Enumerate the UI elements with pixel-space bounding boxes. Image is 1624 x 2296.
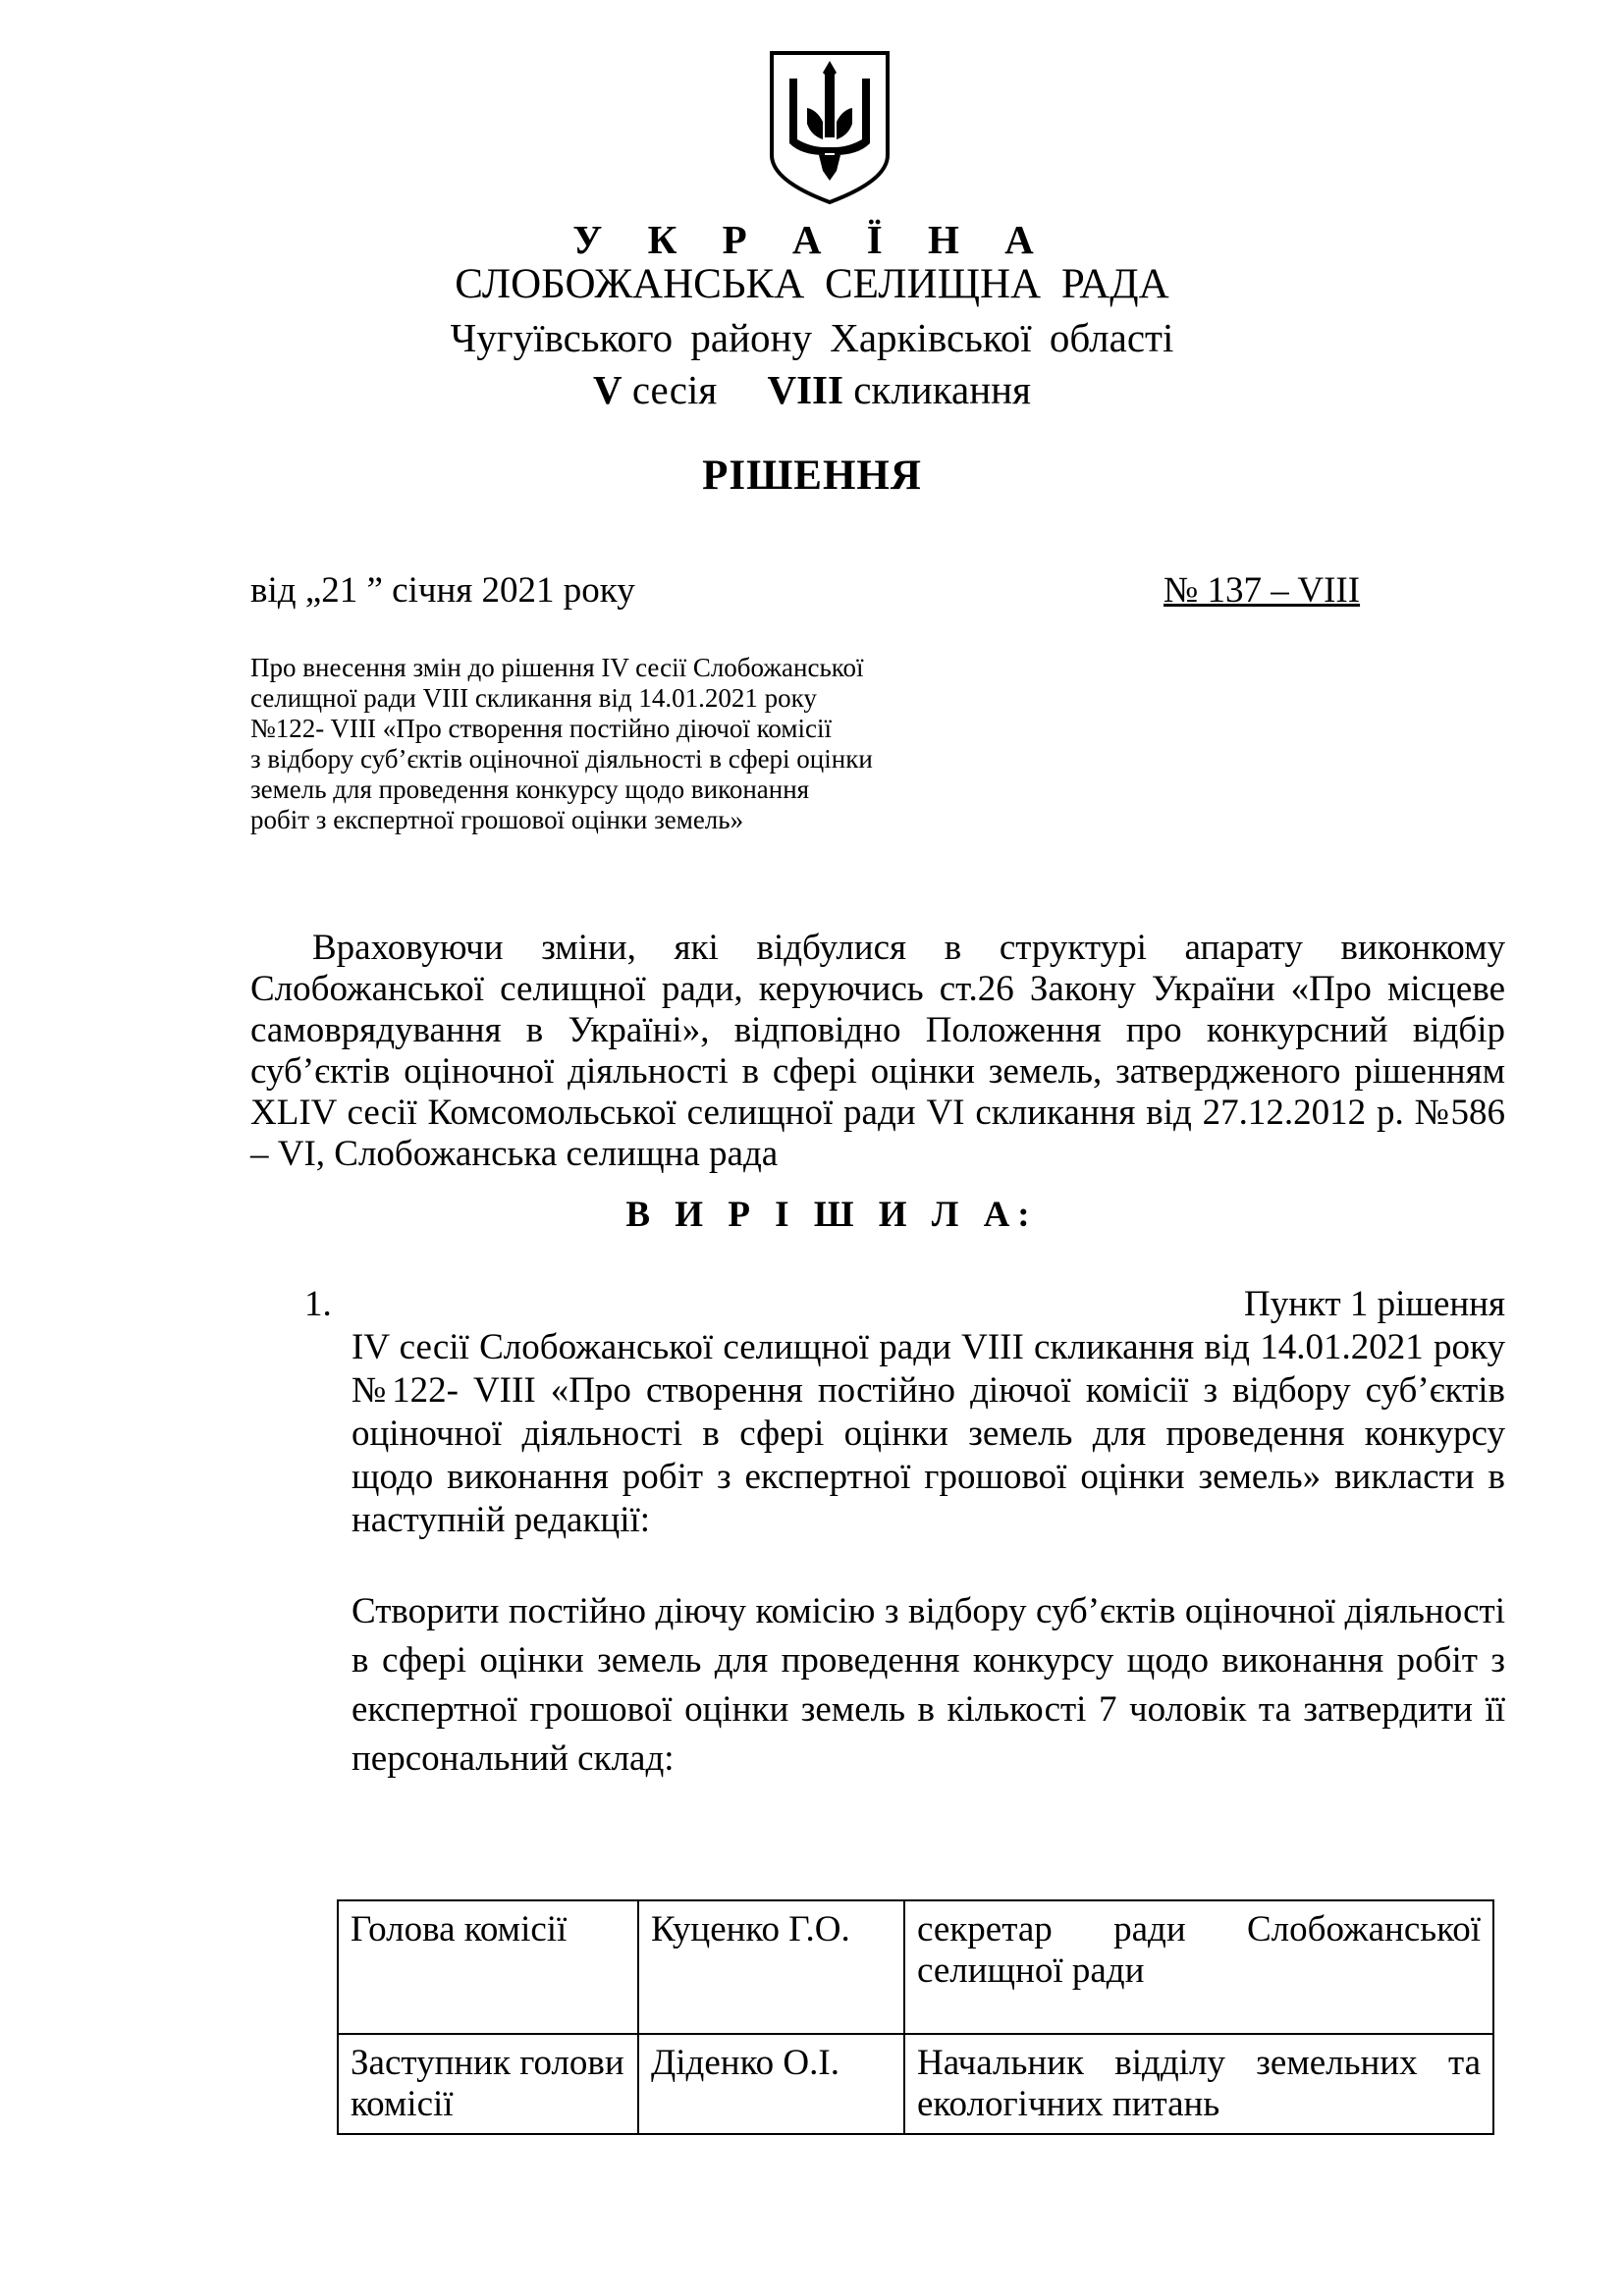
- subject-line: Про внесення змін до рішення IV сесії Слобожанської: [250, 653, 864, 682]
- session-roman: V: [593, 367, 623, 412]
- commission-table: [337, 1899, 1494, 2135]
- preamble-text: Враховуючи зміни, які відбулися в структурі апарату виконкому Слобожанської селищної ради, керуючись ст.26 Закону України «Про місцеве самоврядування в Україні», відповідно Положення про конкурсний відбір суб’єктів оціночної діяльності в сфері оцінки земель, затвердженого рішенням XLIV сесії Комсомольської селищної ради VI скликання від 27.12.2012 р. №586 – VI, Слобожанська селищна рада: [250, 928, 1505, 1174]
- subject-line: №122- VIII «Про створення постійно діючої комісії: [250, 714, 832, 743]
- resolved-heading: В И Р І Ш И Л А:: [625, 1195, 1038, 1235]
- session-word: сесія: [631, 367, 718, 412]
- item-number: 1.: [304, 1284, 332, 1324]
- decision-subject: [250, 653, 997, 835]
- decision-paragraph: Створити постійно діючу комісію з відбору суб’єктів оціночної діяльності в сфері оцінки земель для проведення конкурсу щодо виконання робіт з експертної грошової оцінки земель в кількості 7 чоловік та затвердити її персональний склад:: [352, 1591, 1505, 1779]
- decision-number: № 137 – VIII: [1164, 570, 1361, 611]
- convocation-word: скликання: [853, 367, 1031, 412]
- position-cell: Начальник відділу земельних та екологічних питань: [904, 2034, 1493, 2134]
- name-cell: Куценко Г.О.: [638, 1900, 904, 2034]
- subject-line: з відбору суб’єктів оціночної діяльності в сфері оцінки: [250, 744, 873, 774]
- role-cell: Заступник голови комісії: [338, 2034, 638, 2134]
- document-type-heading: РІШЕННЯ: [702, 453, 922, 499]
- preamble-paragraph: [250, 928, 1505, 1175]
- decision-date: від „21 ” січня 2021 року: [250, 570, 635, 611]
- convocation-roman: VIII: [767, 367, 843, 412]
- name-cell: Діденко О.І.: [638, 2034, 904, 2134]
- coat-of-arms-trident-icon: [768, 49, 892, 206]
- session-heading: [0, 366, 1624, 413]
- council-heading: СЛОБОЖАНСЬКА СЕЛИЩНА РАДА: [455, 261, 1169, 307]
- position-cell: секретар ради Слобожанської селищної ради: [904, 1900, 1493, 2034]
- country-heading: У К Р А Ї Н А: [572, 217, 1052, 262]
- role-cell: Голова комісії: [338, 1900, 638, 2034]
- subject-line: земель для проведення конкурсу щодо виконання: [250, 774, 810, 804]
- item-body: IV сесії Слобожанської селищної ради VIII скликання від 14.01.2021 року №122- VIII «Про створення постійно діючої комісії з відбору суб’єктів оціночної діяльності в сфері оцінки земель для проведення конкурсу щодо виконання робіт з експертної грошової оцінки земель» викласти в наступній редакції:: [352, 1327, 1505, 1540]
- district-heading: Чугуївського району Харківської області: [450, 315, 1174, 360]
- table-row: [338, 2034, 1493, 2134]
- subject-line: селищної ради VIII скликання від 14.01.2021 року: [250, 683, 817, 713]
- table-row: [338, 1900, 1493, 2034]
- subject-line: робіт з експертної грошової оцінки земель»: [250, 805, 744, 834]
- item-paragraph: [352, 1283, 1505, 1542]
- item-lead: Пункт 1 рішення: [1244, 1284, 1505, 1324]
